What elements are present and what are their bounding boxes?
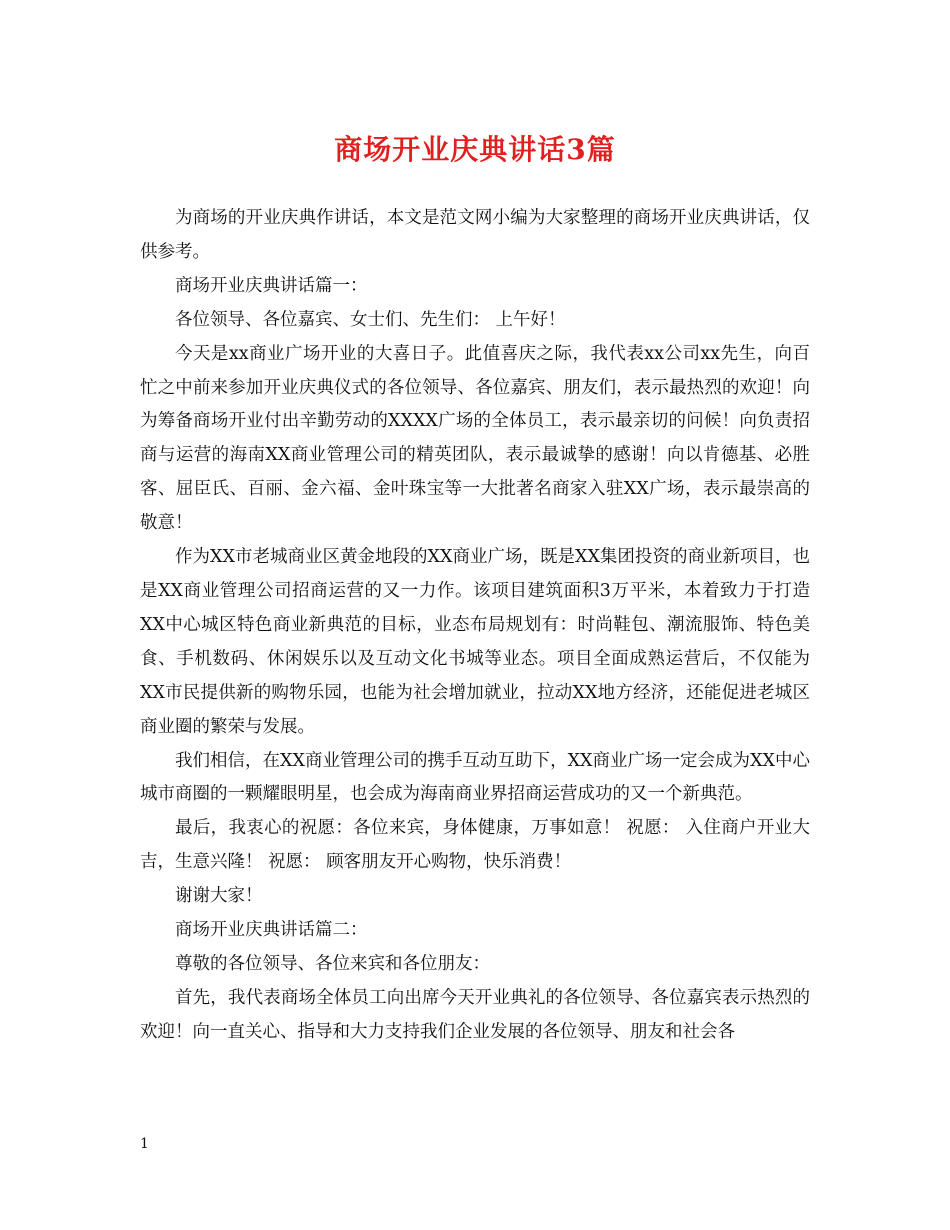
paragraph-project: 作为XX市老城商业区黄金地段的XX商业广场，既是XX集团投资的商业新项目，也是XX商业管理公司招商运营的又一力作。该项目建筑面积3万平米，本着致力于打造XX中心城区特色商业新典范的目标，业态布局规划有：时尚鞋包、潮流服饰、特色美食、手机数码、休闲娱乐以及互动文化书城等业态。项目全面成熟运营后，不仅能为XX市民提供新的购物乐园，也能为社会增加就业，拉动XX地方经济，还能促进老城区商业圈的繁荣与发展。 — [140, 547, 810, 737]
paragraph-intro: 为商场的开业庆典作讲话，本文是范文网小编为大家整理的商场开业庆典讲话，仅供参考。 — [140, 208, 810, 262]
paragraph-heading-part-one: 商场开业庆典讲话篇一： — [175, 275, 368, 296]
paragraph-thanks: 谢谢大家！ — [175, 886, 263, 907]
paragraph-heading-part-two: 商场开业庆典讲话篇二： — [175, 920, 368, 941]
paragraph-belief: 我们相信，在XX商业管理公司的携手互动互助下，XX商业广场一定会成为XX中心城市商圈的一颗耀眼明星，也会成为海南商业界招商运营成功的又一个新典范。 — [140, 750, 810, 805]
paragraph-salutation: 尊敬的各位领导、各位来宾和各位朋友： — [175, 953, 490, 974]
paragraph-opening: 首先，我代表商场全体员工向出席今天开业典礼的各位领导、各位嘉宾表示热烈的欢迎！向一直关心、指导和大力支持我们企业发展的各位领导、朋友和社会各 — [140, 987, 810, 1042]
document-title: 商场开业庆典讲话3篇 — [334, 133, 616, 166]
paragraph-greeting: 各位领导、各位嘉宾、女士们、先生们： 上午好！ — [175, 309, 566, 330]
document-body — [140, 202, 810, 1050]
page-number: 1 — [140, 1136, 149, 1152]
paragraph-welcome: 今天是xx商业广场开业的大喜日子。此值喜庆之际，我代表xx公司xx先生，向百忙之中前来参加开业庆典仪式的各位领导、各位嘉宾、朋友们，表示最热烈的欢迎！向为筹备商场开业付出辛勤劳动的XXXX广场的全体员工，表示最亲切的问候！向负责招商与运营的海南XX商业管理公司的精英团队，表示最诚挚的感谢！向以肯德基、必胜客、屈臣氏、百丽、金六福、金叶珠宝等一大批著名商家入驻XX广场，表示最崇高的敬意！ — [140, 343, 810, 534]
paragraph-wishes: 最后，我衷心的祝愿：各位来宾，身体健康，万事如意！ 祝愿： 入住商户开业大吉，生意兴隆！ 祝愿： 顾客朋友开心购物，快乐消费！ — [140, 818, 810, 873]
